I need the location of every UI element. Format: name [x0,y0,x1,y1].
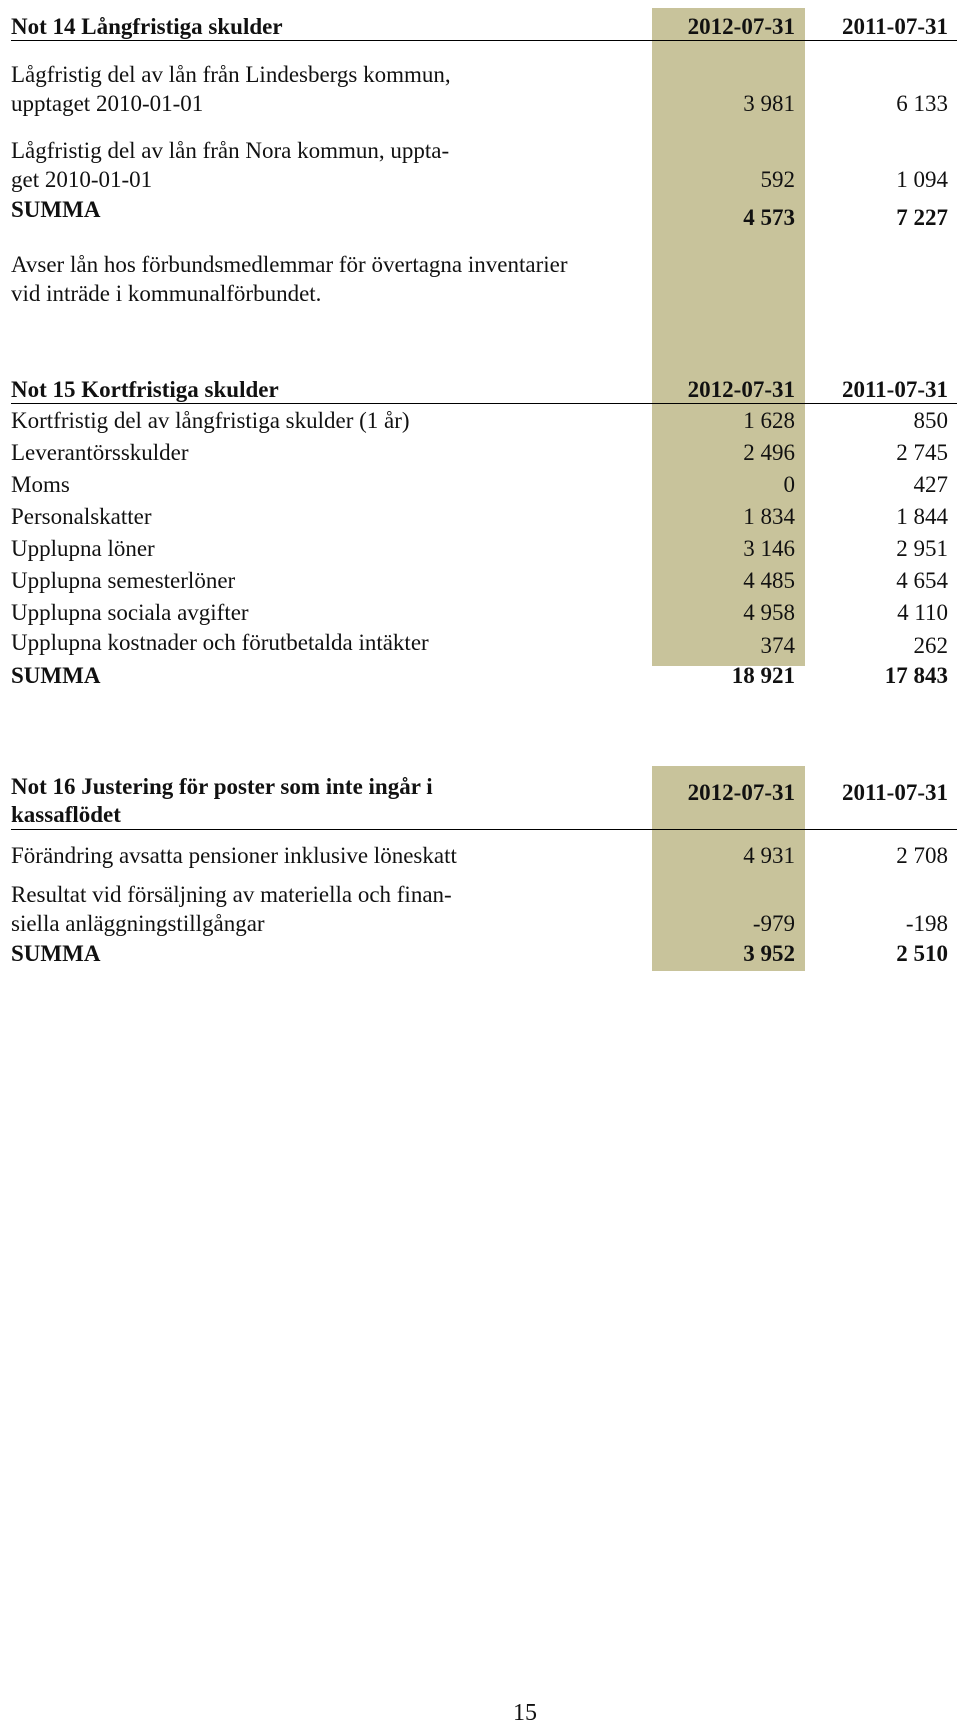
note-16-row-value-2012: -979 [752,911,795,936]
note-15-row-value-2011: 4 654 [896,568,948,593]
note-15-header-rule [11,403,957,404]
note-15-row-value-2012: 0 [783,472,795,497]
note-15-row-label: Personalskatter [11,504,152,529]
note-16-row-label: Resultat vid försäljning av materiella och finan- [11,882,452,907]
note-15-row-value-2011: 4 110 [897,600,948,625]
note-14-row-value-2011: 6 133 [896,91,948,116]
note-16-title: Not 16 Justering för poster som inte ingår i [11,774,433,799]
note-15-row-value-2012: 1 628 [743,408,795,433]
note-15-row-value-2011: 850 [913,408,948,433]
note-15-row-label: Leverantörsskulder [11,440,189,465]
note-16-col-2011: 2011-07-31 [841,780,948,805]
note-16-row-value-2012: 4 931 [743,843,795,868]
note-14-footnote: vid inträde i kommunalförbundet. [11,281,322,306]
note-15-row-value-2012: 4 485 [743,568,795,593]
note-15-title: Not 15 Kortfristiga skulder [11,377,279,402]
note-15-row-value-2012: 4 958 [743,600,795,625]
note-14-header-rule [11,40,957,41]
note-14-row-label: upptaget 2010-01-01 [11,91,204,116]
note-15-row-value-2011: 2 951 [896,536,948,561]
note-15-row-value-2012: 2 496 [743,440,795,465]
note-15-col-2012: 2012-07-31 [687,377,795,402]
note-15-row-label: Upplupna sociala avgifter [11,600,249,625]
note-14-row-label: Lågfristig del av lån från Nora kommun, uppta- [11,138,450,163]
note-16-sum-2012: 3 952 [743,941,795,966]
note-15-row-value-2012: 1 834 [743,504,795,529]
note-16-row-label: siella anläggningstillgångar [11,911,265,936]
note-16-row-label: Förändring avsatta pensioner inklusive löneskatt [11,843,457,868]
note-15-row-label: Upplupna semesterlöner [11,568,236,593]
note-14-sum-label: SUMMA [11,197,101,222]
note-15-row-value-2011: 427 [913,472,948,497]
page-number: 15 [513,1700,537,1726]
note-15-row-label: Moms [11,472,70,497]
note-16-row-value-2011: -198 [905,911,948,936]
note-16-title: kassaflödet [11,802,121,827]
note-14-col-2011: 2011-07-31 [841,14,948,39]
note-14-title: Not 14 Långfristiga skulder [11,14,283,39]
note-14-sum-2011: 7 227 [896,205,948,230]
note-15-col-2011: 2011-07-31 [841,377,948,402]
note-15-row-value-2011: 262 [913,633,948,658]
note-15-sum-label: SUMMA [11,663,101,688]
note-15-row-value-2012: 3 146 [743,536,795,561]
note-15-row-value-2011: 1 844 [896,504,948,529]
note-14-col-2012: 2012-07-31 [687,14,795,39]
note-15-sum-2012: 18 921 [731,663,795,688]
note-14-footnote: Avser lån hos förbundsmedlemmar för övertagna inventarier [11,252,568,277]
note-14-row-value-2011: 1 094 [896,167,948,192]
note-15-row-value-2012: 374 [760,633,795,658]
note-14-row-value-2012: 592 [760,167,795,192]
note-16-header-rule [11,829,957,830]
note-15-sum-2011: 17 843 [884,663,948,688]
note-14-row-label: get 2010-01-01 [11,167,153,192]
note-16-col-2012: 2012-07-31 [687,780,795,805]
note-16-sum-2011: 2 510 [896,941,948,966]
note-14-sum-2012: 4 573 [743,205,795,230]
note-15-row-label: Kortfristig del av långfristiga skulder (1 år) [11,408,410,433]
note-15-row-label: Upplupna kostnader och förutbetalda intäkter [11,630,429,655]
note-15-row-value-2011: 2 745 [896,440,948,465]
note-14-row-label: Lågfristig del av lån från Lindesbergs kommun, [11,62,451,87]
note-16-sum-label: SUMMA [11,941,101,966]
note-16-row-value-2011: 2 708 [896,843,948,868]
note-14-row-value-2012: 3 981 [743,91,795,116]
note-15-row-label: Upplupna löner [11,536,155,561]
